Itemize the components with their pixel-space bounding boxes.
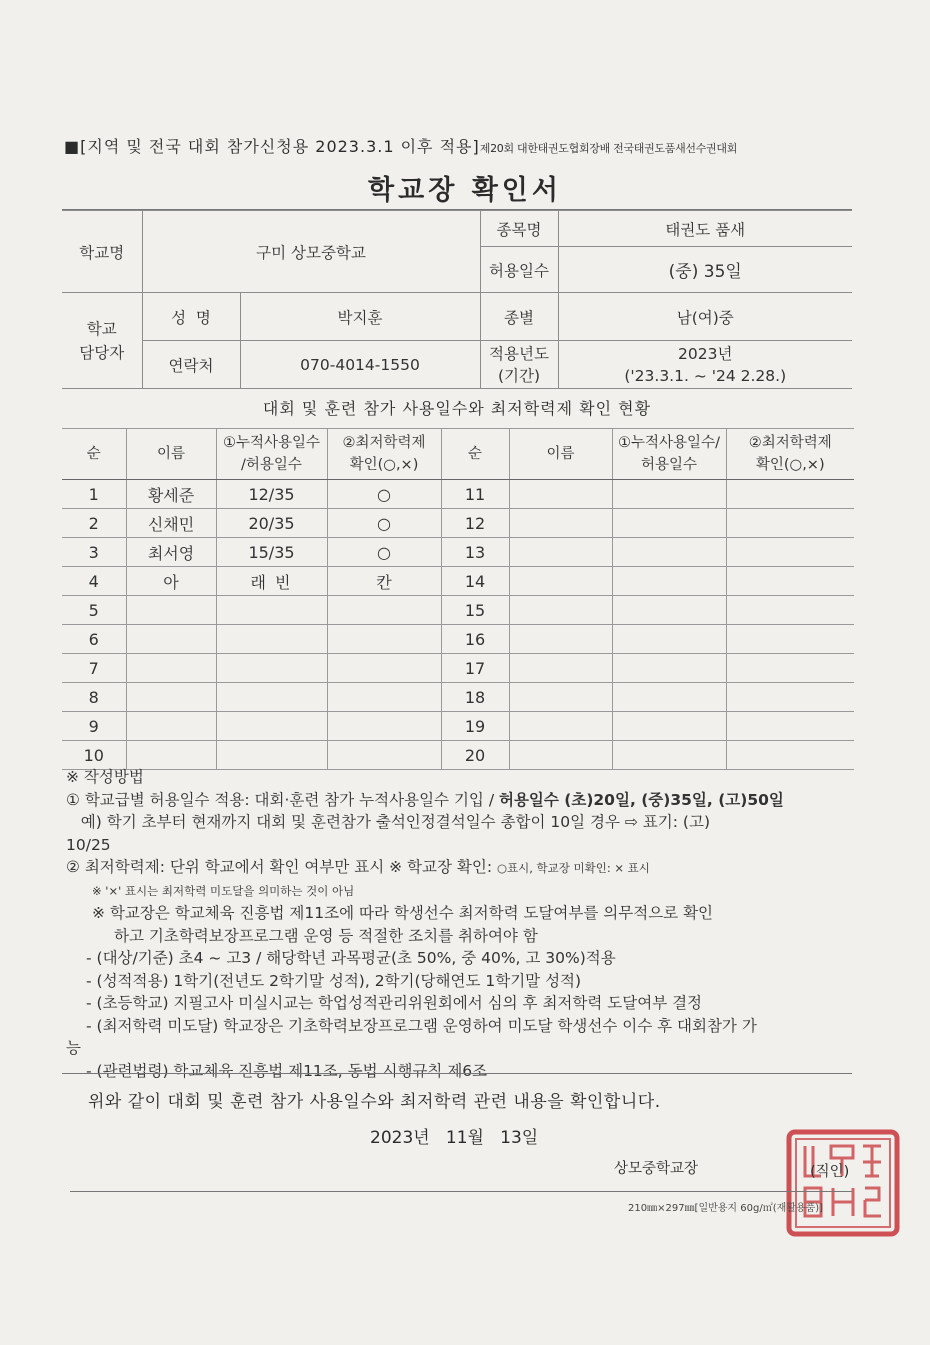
note-allowed-days: 허용일수 (초)20일, (중)35일, (고)50일	[498, 790, 784, 809]
days-value: (중) 35일	[558, 247, 852, 293]
header-no: 순	[62, 429, 126, 480]
row-no-right: 16	[441, 625, 509, 654]
row-name-right	[509, 683, 612, 712]
row-days-right	[612, 596, 726, 625]
row-check-right	[726, 625, 854, 654]
note-mark-legend: ○표시, 학교장 미확인: × 표시	[496, 861, 650, 875]
row-check	[327, 596, 441, 625]
name-value: 박지훈	[240, 293, 480, 341]
note-line: 예) 학기 초부터 현재까지 대회 및 훈련참가 출석인정결석일수 총합이 10일 경우 ⇨ 표기: (고)	[66, 813, 710, 831]
table-header-row	[62, 429, 854, 480]
issue-date: 2023년 11월 13일	[370, 1128, 539, 1148]
name-label: 성 명	[142, 293, 240, 341]
participation-table	[62, 428, 854, 770]
event-label: 종목명	[480, 211, 558, 247]
row-name-right	[509, 480, 612, 509]
row-name: 아	[126, 567, 216, 596]
principal-title: 상모중학교장	[614, 1161, 699, 1177]
note-line: ※ '×' 표시는 최저학력 미도달을 의미하는 것이 아님	[92, 883, 355, 898]
header-days-right: ①누적사용일수/ 허용일수	[612, 429, 726, 480]
row-name	[126, 683, 216, 712]
row-days: 래 빈	[216, 567, 327, 596]
note-line: - (관련법령) 학교체육 진흥법 제11조, 동법 시행규칙 제6조	[86, 1061, 488, 1080]
table-row	[62, 567, 854, 596]
row-check	[327, 625, 441, 654]
row-name-right	[509, 712, 612, 741]
header-name: 이름	[126, 429, 216, 480]
days-label: 허용일수	[480, 247, 558, 293]
row-days: 15/35	[216, 538, 327, 567]
row-check-right	[726, 567, 854, 596]
row-check: ○	[327, 480, 441, 509]
row-check-right	[726, 683, 854, 712]
row-no-right: 15	[441, 596, 509, 625]
row-no-right: 20	[441, 741, 509, 770]
instructions	[66, 766, 856, 1082]
table-row	[62, 683, 854, 712]
row-days-right	[612, 538, 726, 567]
form-header	[64, 134, 864, 157]
row-days-right	[612, 654, 726, 683]
table-row	[62, 509, 854, 538]
row-check-right	[726, 480, 854, 509]
paper-spec: 210㎜×297㎜[일반용지 60g/㎡(재활용품)]	[628, 1203, 824, 1214]
form-header-main: ■[지역 및 전국 대회 참가신청용 2023.3.1 이후 적용]	[64, 137, 480, 156]
note-text: ① 학교급별 허용일수 적용: 대회·훈련 참가 누적사용일수 기입 /	[66, 790, 499, 809]
row-no-right: 14	[441, 567, 509, 596]
school-label: 학교명	[62, 211, 142, 293]
row-days-right	[612, 625, 726, 654]
note-line: - (초등학교) 지필고사 미실시교는 학업성적관리위원회에서 심의 후 최저학력 도달여부 결정	[86, 994, 703, 1012]
table-row	[62, 625, 854, 654]
competition-name: 제20회 대한태권도협회장배 전국태권도품새선수권대회	[479, 142, 738, 155]
row-days-right	[612, 509, 726, 538]
row-days-right	[612, 712, 726, 741]
row-name-right	[509, 567, 612, 596]
table-row	[62, 538, 854, 567]
row-check-right	[726, 654, 854, 683]
row-days-right	[612, 480, 726, 509]
row-no: 8	[62, 683, 126, 712]
row-no: 1	[62, 480, 126, 509]
note-line: - (성적적용) 1학기(전년도 2학기말 성적), 2학기(당해연도 1학기말 성적)	[86, 971, 582, 990]
note-text: ② 최저학력제: 단위 학교에서 확인 여부만 표시 ※ 학교장 확인:	[66, 858, 497, 876]
header-no-right: 순	[441, 429, 509, 480]
row-check	[327, 683, 441, 712]
row-no: 10	[62, 741, 126, 770]
row-no: 5	[62, 596, 126, 625]
row-check: 칸	[327, 567, 441, 596]
row-name	[126, 625, 216, 654]
header-days: ①누적사용일수 /허용일수	[216, 429, 327, 480]
row-no: 3	[62, 538, 126, 567]
row-days	[216, 683, 327, 712]
note-line: 능	[66, 1039, 81, 1057]
note-line	[66, 856, 856, 880]
note-line: ※ 학교장은 학교체육 진흥법 제11조에 따라 학생선수 최저학력 도달여부를 의무적으로 확인	[92, 904, 714, 922]
seal-label: (직인)	[810, 1164, 850, 1180]
info-table	[62, 210, 852, 389]
year-label: 적용년도 (기간)	[480, 341, 558, 389]
row-check: ○	[327, 509, 441, 538]
note-line	[66, 789, 856, 812]
row-days-right	[612, 683, 726, 712]
row-no-right: 11	[441, 480, 509, 509]
row-check-right	[726, 712, 854, 741]
row-no: 4	[62, 567, 126, 596]
contact-label: 연락처	[142, 341, 240, 389]
row-name	[126, 654, 216, 683]
gender-label: 종별	[480, 293, 558, 341]
header-check: ②최저학력제 확인(○,×)	[327, 429, 441, 480]
row-no-right: 12	[441, 509, 509, 538]
header-name-right: 이름	[509, 429, 612, 480]
section-title: 대회 및 훈련 참가 사용일수와 최저학력제 확인 현황	[262, 399, 652, 418]
row-days	[216, 625, 327, 654]
row-no-right: 19	[441, 712, 509, 741]
row-check-right	[726, 538, 854, 567]
row-days	[216, 712, 327, 741]
row-no-right: 13	[441, 538, 509, 567]
year-value: 2023년 ('23.3.1. ~ '24 2.28.)	[558, 341, 852, 389]
document-title: 학교장 확인서	[368, 175, 562, 206]
official-seal-icon	[785, 1128, 901, 1238]
row-name-right	[509, 509, 612, 538]
gender-value: 남(여)중	[558, 293, 852, 341]
table-row	[62, 712, 854, 741]
row-name-right	[509, 538, 612, 567]
row-days: 12/35	[216, 480, 327, 509]
note-line: 하고 기초학력보장프로그램 운영 등 적절한 조치를 취하여야 함	[114, 926, 538, 945]
row-name	[126, 712, 216, 741]
row-no-right: 18	[441, 683, 509, 712]
row-name-right	[509, 596, 612, 625]
row-no-right: 17	[441, 654, 509, 683]
row-name-right	[509, 654, 612, 683]
footer-divider	[70, 1191, 852, 1192]
row-days	[216, 654, 327, 683]
row-check	[327, 654, 441, 683]
table-row	[62, 596, 854, 625]
row-no: 6	[62, 625, 126, 654]
row-check: ○	[327, 538, 441, 567]
confirmation-statement: 위와 같이 대회 및 훈련 참가 사용일수와 최저학력 관련 내용을 확인합니다.	[88, 1092, 661, 1112]
row-check-right	[726, 596, 854, 625]
row-no: 9	[62, 712, 126, 741]
header-check-right: ②최저학력제 확인(○,×)	[726, 429, 854, 480]
row-no: 2	[62, 509, 126, 538]
note-line: 10/25	[66, 835, 111, 854]
row-check-right	[726, 509, 854, 538]
row-name: 황세준	[126, 480, 216, 509]
notes-divider	[62, 1073, 852, 1074]
row-days	[216, 596, 327, 625]
note-line: - (대상/기준) 초4 ~ 고3 / 해당학년 과목평균(초 50%, 중 40%, 고 30%)적용	[86, 949, 616, 967]
event-value: 태권도 품새	[558, 211, 852, 247]
row-check	[327, 712, 441, 741]
row-name: 최서영	[126, 538, 216, 567]
row-days-right	[612, 567, 726, 596]
note-line: - (최저학력 미도달) 학교장은 기초학력보장프로그램 운영하여 미도달 학생선수 이수 후 대회참가 가	[86, 1016, 757, 1035]
row-name: 신채민	[126, 509, 216, 538]
table-row	[62, 480, 854, 509]
contact-value: 070-4014-1550	[240, 341, 480, 389]
manager-label: 학교 담당자	[62, 293, 142, 389]
row-days: 20/35	[216, 509, 327, 538]
notes-heading: ※ 작성방법	[66, 768, 144, 786]
row-name	[126, 596, 216, 625]
row-name-right	[509, 625, 612, 654]
row-no: 7	[62, 654, 126, 683]
school-value: 구미 상모중학교	[142, 211, 480, 293]
table-row	[62, 654, 854, 683]
